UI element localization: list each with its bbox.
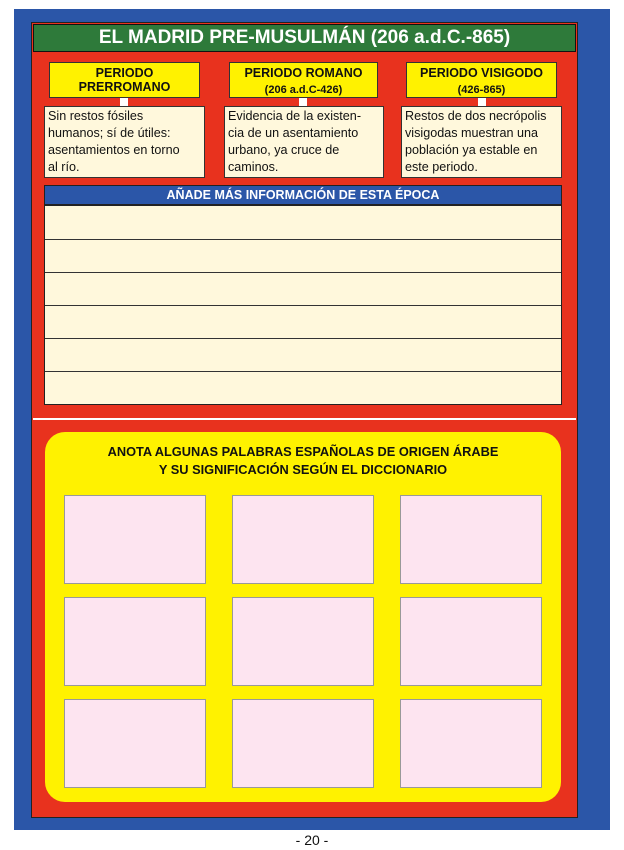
text-line: Evidencia de la existen- bbox=[228, 109, 362, 123]
period-text-romano bbox=[224, 106, 384, 178]
text-line: caminos. bbox=[228, 160, 279, 174]
period-name-line2: PRERROMANO bbox=[78, 80, 171, 94]
heading-line: ANOTA ALGUNAS PALABRAS ESPAÑOLAS DE ORIGEN ÁRABE bbox=[107, 444, 499, 459]
info-section-heading: AÑADE MÁS INFORMACIÓN DE ESTA ÉPOCA bbox=[44, 185, 562, 205]
word-box[interactable] bbox=[400, 495, 542, 584]
writing-line bbox=[45, 338, 561, 339]
word-box[interactable] bbox=[64, 699, 206, 788]
period-name: PERIODO VISIGODO bbox=[420, 66, 543, 80]
connector bbox=[120, 98, 128, 106]
heading-line: Y SU SIGNIFICACIÓN SEGÚN EL DICCIONARIO bbox=[158, 462, 448, 477]
text-line: al río. bbox=[48, 160, 80, 174]
period-text-prerromano bbox=[44, 106, 205, 178]
period-name: PERIODO ROMANO bbox=[244, 66, 363, 80]
writing-line bbox=[45, 239, 561, 240]
words-section-heading bbox=[45, 443, 561, 479]
word-box[interactable] bbox=[232, 597, 374, 686]
period-heading-prerromano bbox=[49, 62, 200, 98]
text-line: visigodas muestran una bbox=[405, 126, 539, 140]
period-name-line1: PERIODO bbox=[95, 66, 154, 80]
word-box[interactable] bbox=[64, 495, 206, 584]
word-box[interactable] bbox=[400, 699, 542, 788]
connector bbox=[299, 98, 307, 106]
connector bbox=[478, 98, 486, 106]
text-line: Sin restos fósiles bbox=[48, 109, 144, 123]
period-dates: (206 a.d.C-426) bbox=[264, 84, 343, 96]
word-box[interactable] bbox=[232, 495, 374, 584]
period-heading-romano bbox=[229, 62, 378, 98]
text-line: cia de un asentamiento bbox=[228, 126, 359, 140]
text-line: asentamientos en torno bbox=[48, 143, 180, 157]
writing-line bbox=[45, 305, 561, 306]
text-line: urbano, ya cruce de bbox=[228, 143, 340, 157]
text-line: este periodo. bbox=[405, 160, 478, 174]
text-line: Restos de dos necrópolis bbox=[405, 109, 547, 123]
page-number: - 20 - bbox=[295, 832, 329, 848]
period-text-visigodo bbox=[401, 106, 562, 178]
period-heading-visigodo bbox=[406, 62, 557, 98]
word-box[interactable] bbox=[400, 597, 542, 686]
period-dates: (426-865) bbox=[457, 84, 506, 96]
text-line: población ya estable en bbox=[405, 143, 538, 157]
writing-line bbox=[45, 272, 561, 273]
page-title: EL MADRID PRE-MUSULMÁN (206 a.d.C.-865) bbox=[33, 24, 576, 52]
word-box[interactable] bbox=[232, 699, 374, 788]
writing-line bbox=[45, 371, 561, 372]
word-box[interactable] bbox=[64, 597, 206, 686]
info-writing-area[interactable] bbox=[44, 205, 562, 405]
text-line: humanos; sí de útiles: bbox=[48, 126, 171, 140]
section-divider bbox=[33, 418, 576, 420]
